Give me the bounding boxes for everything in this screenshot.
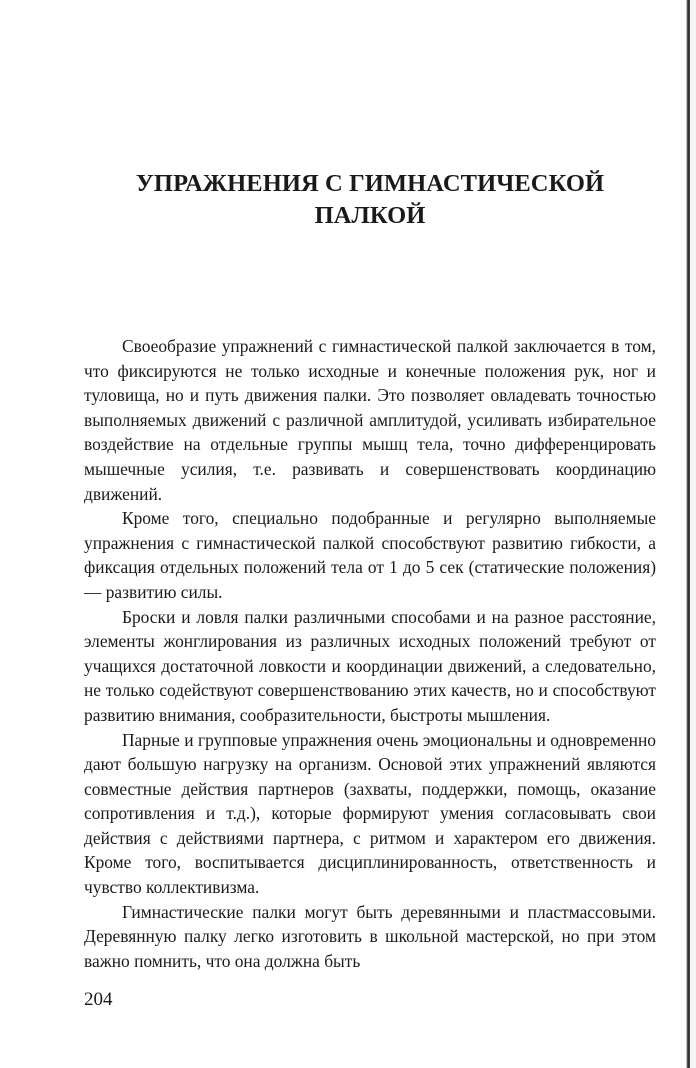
paragraph-2: Кроме того, специально подобранные и регулярно выполняемые упражнения с гимнастической палкой способствуют развитию гибкости, а фиксация отдельных положений тела от 1 до 5 сек (статические положения) — развитию силы. (84, 508, 656, 602)
page-number: 204 (84, 989, 113, 1010)
paragraph-1: Своеобразие упражнений с гимнастической палкой заключается в том, что фиксируются не только исходные и конечные положения рук, ног и туловища, но и путь движения палки. Это позволяет овладевать точностью выполняемых движений с различной амплитудой, усиливать избирательное воздействие на отдельные группы мышц тела, точно дифференцировать мышечные усилия, т.е. развивать и совершенствовать координацию движений. (84, 336, 656, 504)
paragraph-5: Гимнастические палки могут быть деревянными и пластмассовыми. Деревянную палку легко изготовить в школьной мастерской, но при этом важно помнить, что она должна быть (84, 901, 656, 971)
chapter-title-line-1: УПРАЖНЕНИЯ С ГИМНАСТИЧЕСКОЙ (135, 170, 605, 197)
chapter-title (100, 168, 640, 232)
body-text (84, 334, 656, 973)
page-binding-edge (686, 0, 690, 1068)
page-edge-shadow (690, 0, 696, 1068)
paragraph-3: Броски и ловля палки различными способами и на разное расстояние, элементы жонглирования из различных исходных положений требуют от учащихся достаточной ловкости и координации движений, а следовательно, не только содействуют совершенствованию этих качеств, но и способствуют развитию внимания, сообразительности, быстроты мышления. (84, 606, 656, 725)
chapter-title-line-2: ПАЛКОЙ (314, 202, 426, 229)
paragraph-4: Парные и групповые упражнения очень эмоциональны и одновременно дают большую нагрузку на организм. Основой этих упражнений являются совместные действия партнеров (захваты, поддержки, помощь, оказание сопротивления и т.д.), которые формируют умения согласовывать свои действия с действиями партнера, с ритмом и характером его движения. Кроме того, воспитывается дисциплинированность, ответственность и чувство коллективизма. (84, 729, 656, 898)
